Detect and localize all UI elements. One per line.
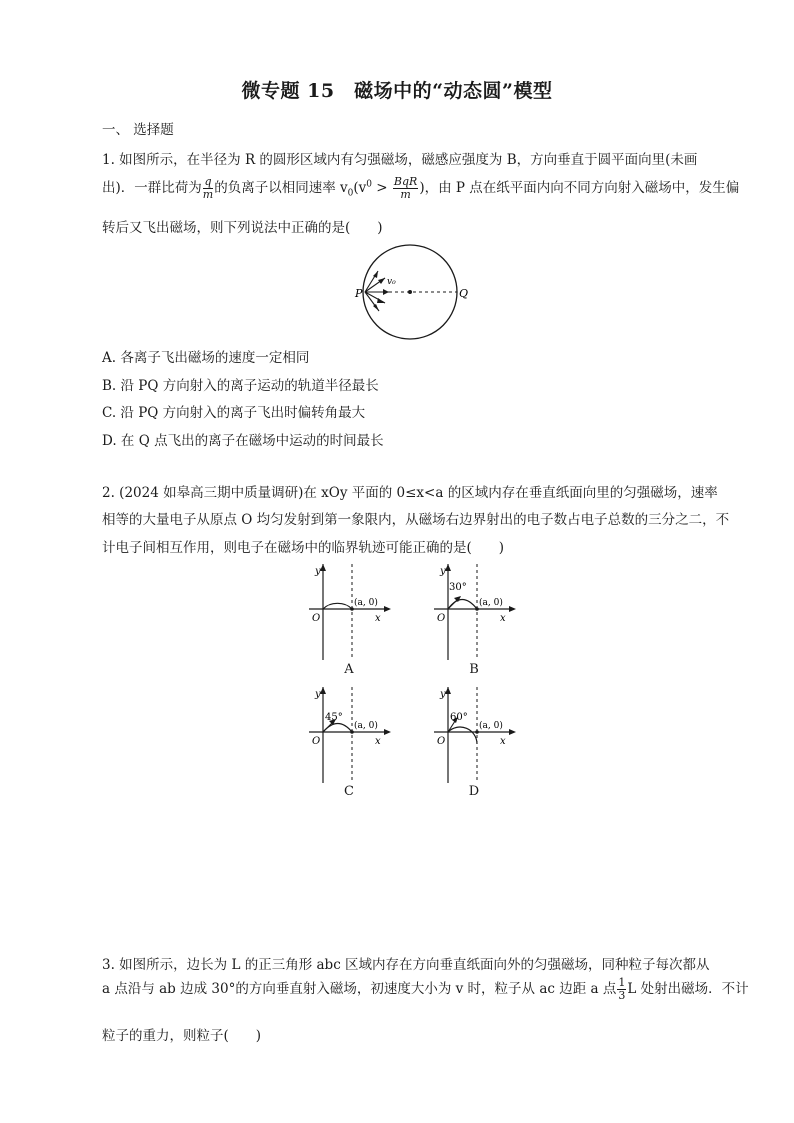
q2-figure-d <box>430 685 520 785</box>
q2-figure-a <box>305 562 395 662</box>
q1-figure-circle <box>345 240 485 345</box>
q1-text-c: (v <box>353 180 367 196</box>
q1-line-1: 1. 如图所示，在半径为 R 的圆形区域内有匀强磁场，磁感应强度为 B，方向垂直于圆平面向里(未画 <box>102 152 698 168</box>
frac-num: q <box>204 175 212 188</box>
q1-option-a: A. 各离子飞出磁场的速度一定相同 <box>102 350 310 366</box>
q2-line-1: 2. (2024 如皋高三期中质量调研)在 xOy 平面的 0≤x<a 的区域内存在垂直纸面向里的匀强磁场，速率 <box>102 485 718 501</box>
origin-label: O <box>437 613 446 624</box>
label-p: P <box>355 287 363 300</box>
page-title: 微专题 15 磁场中的“动态圆”模型 <box>241 80 553 102</box>
q1-option-c: C. 沿 PQ 方向射入的离子飞出时偏转角最大 <box>102 405 366 421</box>
critical-trajectory <box>323 724 352 733</box>
q1-option-d: D. 在 Q 点飞出的离子在磁场中运动的时间最长 <box>102 433 384 449</box>
axis-x-label: x <box>500 736 506 747</box>
q3-text-b: L 处射出磁场．不计 <box>627 981 749 997</box>
q3-text-a: a 点沿与 ab 边成 30°的方向垂直射入磁场，初速度大小为 v 时，粒子从 ac 边距 a 点 <box>102 981 617 997</box>
frac-den: m <box>202 188 214 201</box>
origin-label: O <box>437 736 446 747</box>
q1-line-2 <box>102 176 739 201</box>
q3-line-1: 3. 如图所示，边长为 L 的正三角形 abc 区域内存在方向垂直纸面向外的匀强磁场，同种粒子每次都从 <box>102 957 710 973</box>
fraction-bqr-over-m <box>393 176 418 201</box>
axis-y-label: y <box>440 566 446 577</box>
angle-label: 45° <box>325 712 343 723</box>
point-label: (a, 0) <box>354 598 378 608</box>
q1-text-a: 出)．一群比荷为 <box>102 180 202 196</box>
fraction-one-third <box>617 977 626 1002</box>
origin-label: O <box>312 613 321 624</box>
axis-y-label: y <box>440 689 446 700</box>
fraction-q-over-m <box>203 176 213 201</box>
q1-text-b: 的负离子以相同速率 v <box>214 180 348 196</box>
point-label: (a, 0) <box>354 721 378 731</box>
label-q: Q <box>459 287 469 300</box>
axis-x-label: x <box>375 736 381 747</box>
q1-option-b: B. 沿 PQ 方向射入的离子运动的轨道半径最长 <box>102 378 379 394</box>
critical-trajectory <box>448 727 477 744</box>
figure-label-b: B <box>469 662 479 677</box>
frac-den: m <box>400 188 411 201</box>
axis-y-label: y <box>315 689 321 700</box>
axis-x-label: x <box>375 613 381 624</box>
angle-label: 60° <box>450 712 468 723</box>
frac-den: 3 <box>618 989 626 1002</box>
origin-label: O <box>312 736 321 747</box>
q2-line-3: 计电子间相互作用，则电子在磁场中的临界轨迹可能正确的是( ) <box>102 540 505 556</box>
q3-line-2 <box>102 977 749 1002</box>
axis-y-label: y <box>315 566 321 577</box>
v0-superscript: 0 <box>366 179 373 190</box>
section-heading: 一、 选择题 <box>102 122 174 138</box>
figure-label-c: C <box>344 784 354 799</box>
frac-num: BqR <box>393 175 418 188</box>
frac-num: 1 <box>618 976 626 989</box>
axis-x-label: x <box>500 613 506 624</box>
q1-line-3: 转后又飞出磁场，则下列说法中正确的是( ) <box>102 220 383 236</box>
q3-line-3: 粒子的重力，则粒子( ) <box>102 1028 262 1044</box>
center-dot <box>408 290 412 294</box>
q1-text-d: )，由 P 点在纸平面内向不同方向射入磁场中，发生偏 <box>419 180 740 196</box>
q1-gt: > <box>372 180 392 196</box>
point-label: (a, 0) <box>479 598 503 608</box>
v0-subscript: 0 <box>347 188 354 199</box>
critical-trajectory <box>448 600 477 610</box>
angle-label: 30° <box>449 582 467 593</box>
q2-figure-b <box>430 562 520 662</box>
point-label: (a, 0) <box>479 721 503 731</box>
q2-line-2: 相等的大量电子从原点 O 均匀发射到第一象限内，从磁场右边界射出的电子数占电子总数的三分之二，不 <box>102 512 730 528</box>
label-v0: v₀ <box>387 277 396 287</box>
figure-label-d: D <box>468 784 480 799</box>
q2-figure-c <box>305 685 395 785</box>
figure-label-a: A <box>344 662 354 677</box>
critical-trajectory <box>323 603 352 609</box>
